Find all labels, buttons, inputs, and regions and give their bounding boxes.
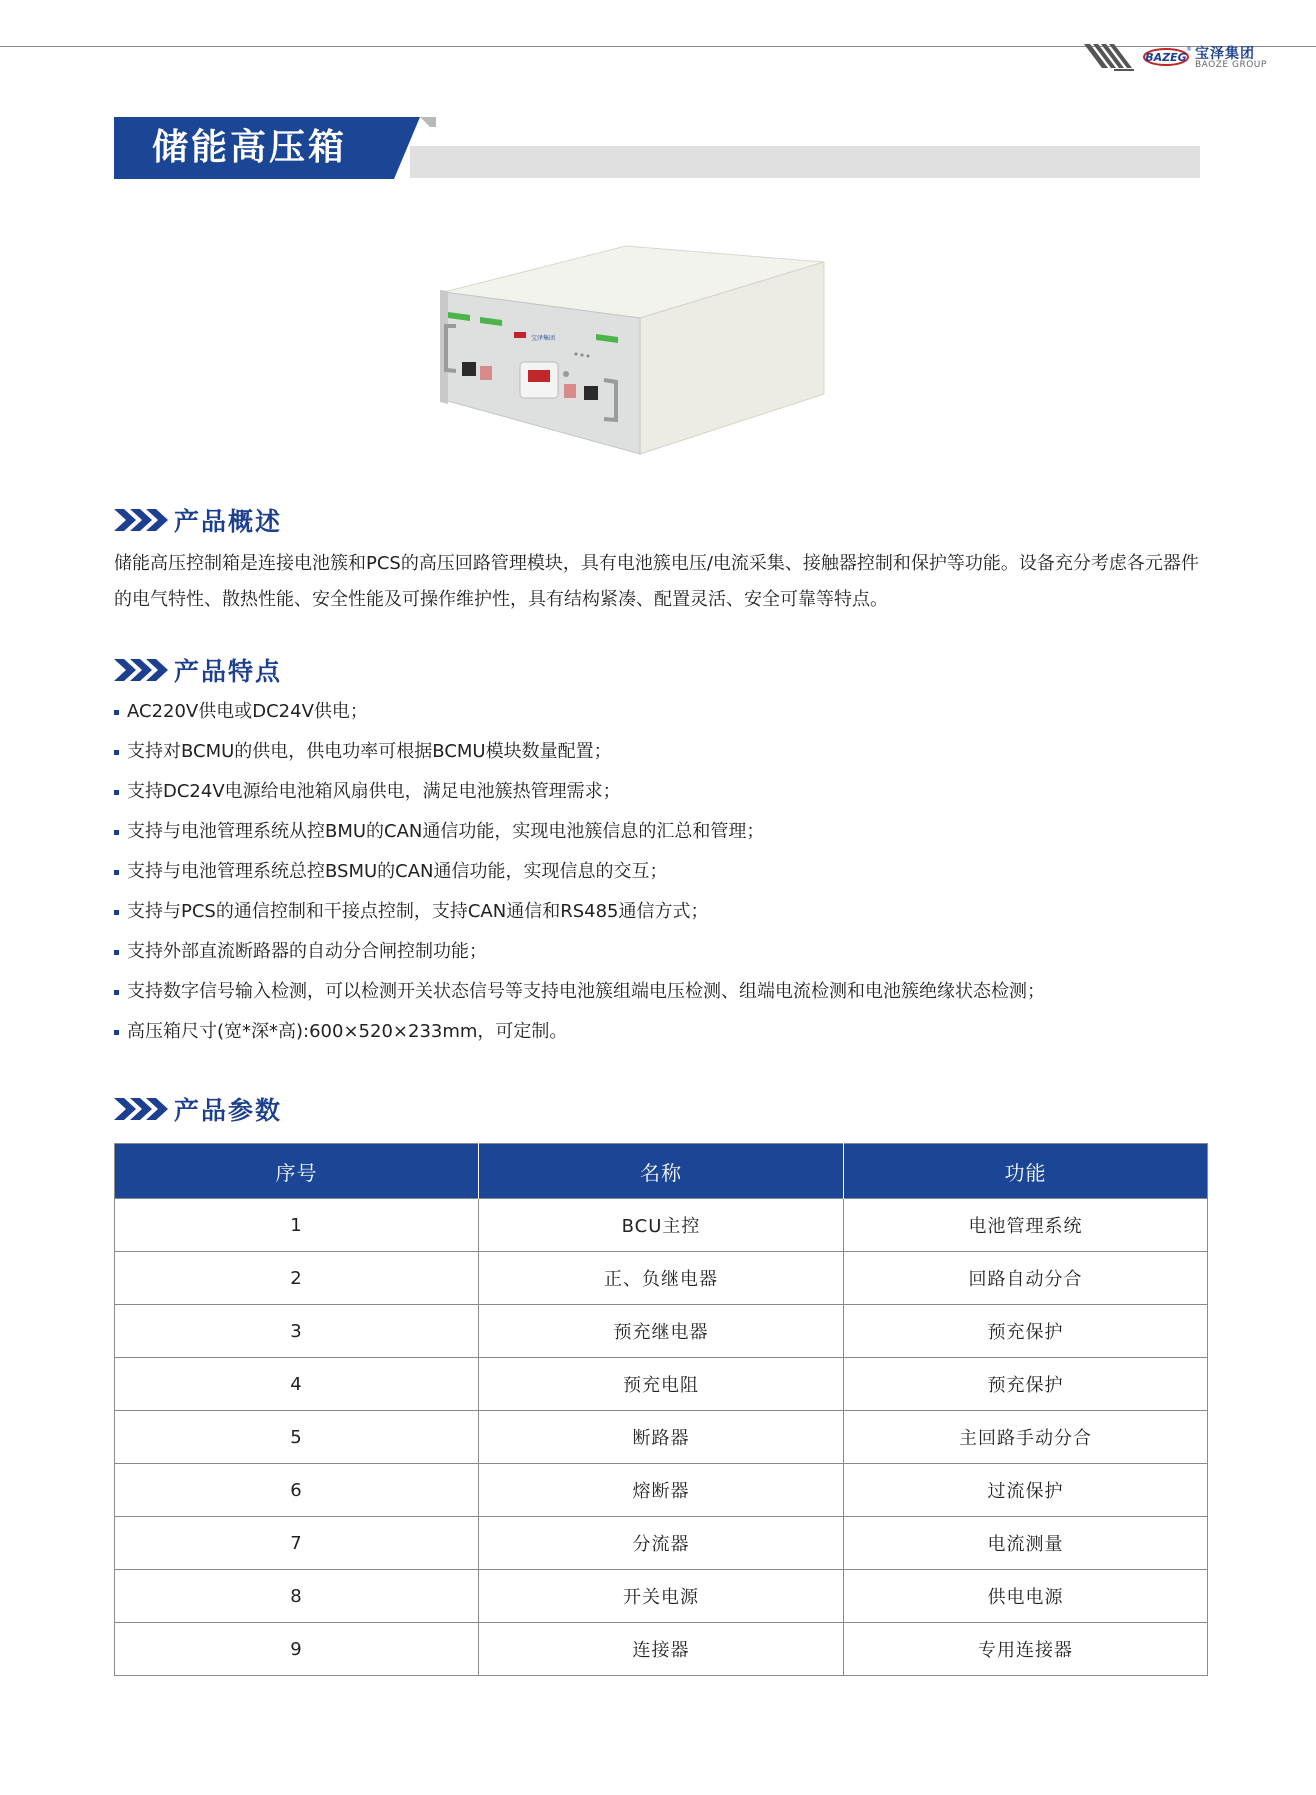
features-heading-label: 产品特点 [174, 657, 283, 686]
table-cell: 熔断器 [478, 1464, 843, 1517]
logo-stripes-icon [1084, 44, 1134, 72]
chevrons-icon [114, 657, 170, 683]
table-row [115, 1358, 1208, 1411]
table-cell: 正、负继电器 [478, 1252, 843, 1305]
table-cell: 连接器 [478, 1623, 843, 1676]
list-item [114, 892, 1210, 932]
column-header: 序号 [115, 1144, 479, 1199]
bullet-icon [114, 990, 119, 995]
table-cell: 分流器 [478, 1517, 843, 1570]
table-cell: 2 [115, 1252, 479, 1305]
feature-text: 支持与电池管理系统从控BMU的CAN通信功能，实现电池簇信息的汇总和管理； [127, 821, 765, 842]
overview-text: 储能高压控制箱是连接电池簇和PCS的高压回路管理模块，具有电池簇电压/电流采集、接触器控制和保护等功能。设备充分考虑各元器件的电气特性、散热性能、安全性能及可操作维护性，具有结构紧凑、配置灵活、安全可靠等特点。 [114, 553, 1199, 610]
table-row [115, 1305, 1208, 1358]
feature-text: 支持与PCS的通信控制和干接点控制，支持CAN通信和RS485通信方式； [127, 901, 709, 922]
params-heading [114, 1091, 282, 1127]
params-heading-label: 产品参数 [174, 1096, 283, 1125]
table-cell: 8 [115, 1570, 479, 1623]
bullet-icon [114, 750, 119, 755]
list-item [114, 972, 1210, 1012]
chevrons-icon [114, 1096, 170, 1122]
table-row [115, 1570, 1208, 1623]
bullet-icon [114, 870, 119, 875]
table-cell: 6 [115, 1464, 479, 1517]
list-item [114, 812, 1210, 852]
table-cell: 主回路手动分合 [844, 1411, 1208, 1464]
logo-reg-mark: ® [1186, 46, 1192, 53]
table-cell: 专用连接器 [844, 1623, 1208, 1676]
table-cell: 断路器 [478, 1411, 843, 1464]
table-row [115, 1252, 1208, 1305]
table-row [115, 1623, 1208, 1676]
column-header: 功能 [844, 1144, 1208, 1199]
table-cell: 9 [115, 1623, 479, 1676]
column-header: 名称 [478, 1144, 843, 1199]
feature-text: 支持外部直流断路器的自动分合闸控制功能； [127, 941, 487, 962]
brand-name-cn: 宝泽集团 [1195, 46, 1255, 62]
bullet-icon [114, 950, 119, 955]
page-title: 储能高压箱 [152, 127, 348, 168]
table-cell: 3 [115, 1305, 479, 1358]
table-cell: 1 [115, 1199, 479, 1252]
features-heading [114, 652, 282, 688]
chevrons-icon [114, 507, 170, 533]
list-item [114, 932, 1210, 972]
bullet-icon [114, 790, 119, 795]
product-image [436, 244, 826, 456]
table-cell: 预充电阻 [478, 1358, 843, 1411]
list-item [114, 1012, 1210, 1052]
feature-text: 支持DC24V电源给电池箱风扇供电，满足电池簇热管理需求； [127, 781, 621, 802]
logo-mark-text: BAZEG [1145, 51, 1187, 64]
table-cell: BCU主控 [478, 1199, 843, 1252]
bullet-icon [114, 1030, 119, 1035]
table-cell: 4 [115, 1358, 479, 1411]
table-row [115, 1411, 1208, 1464]
product-front-label: 宝泽集团 [531, 335, 556, 342]
table-row [115, 1464, 1208, 1517]
title-banner-bar [410, 146, 1200, 178]
feature-text: AC220V供电或DC24V供电； [127, 701, 368, 722]
brand-name-en: BAOZE GROUP [1195, 60, 1267, 70]
bullet-icon [114, 910, 119, 915]
overview-heading [114, 502, 282, 538]
list-item [114, 772, 1210, 812]
table-cell: 预充继电器 [478, 1305, 843, 1358]
params-table [114, 1143, 1208, 1676]
list-item [114, 852, 1210, 892]
table-cell: 电流测量 [844, 1517, 1208, 1570]
table-row [115, 1199, 1208, 1252]
brand-logo-icon [1142, 44, 1190, 68]
feature-text: 支持数字信号输入检测，可以检测开关状态信号等支持电池簇组端电压检测、组端电流检测和电池簇绝缘状态检测； [127, 981, 1045, 1002]
table-cell: 电池管理系统 [844, 1199, 1208, 1252]
bullet-icon [114, 830, 119, 835]
list-item [114, 732, 1210, 772]
list-item [114, 692, 1210, 732]
table-header-row [115, 1144, 1208, 1199]
table-cell: 过流保护 [844, 1464, 1208, 1517]
features-list [114, 692, 1210, 1052]
table-cell: 回路自动分合 [844, 1252, 1208, 1305]
table-cell: 7 [115, 1517, 479, 1570]
table-cell: 5 [115, 1411, 479, 1464]
overview-heading-label: 产品概述 [174, 507, 283, 536]
table-row [115, 1517, 1208, 1570]
table-cell: 开关电源 [478, 1570, 843, 1623]
table-cell: 供电电源 [844, 1570, 1208, 1623]
feature-text: 支持与电池管理系统总控BSMU的CAN通信功能，实现信息的交互； [127, 861, 668, 882]
feature-text: 高压箱尺寸(宽*深*高):600×520×233mm，可定制。 [127, 1021, 568, 1042]
table-cell: 预充保护 [844, 1305, 1208, 1358]
feature-text: 支持对BCMU的供电，供电功率可根据BCMU模块数量配置； [127, 741, 612, 762]
table-cell: 预充保护 [844, 1358, 1208, 1411]
bullet-icon [114, 710, 119, 715]
